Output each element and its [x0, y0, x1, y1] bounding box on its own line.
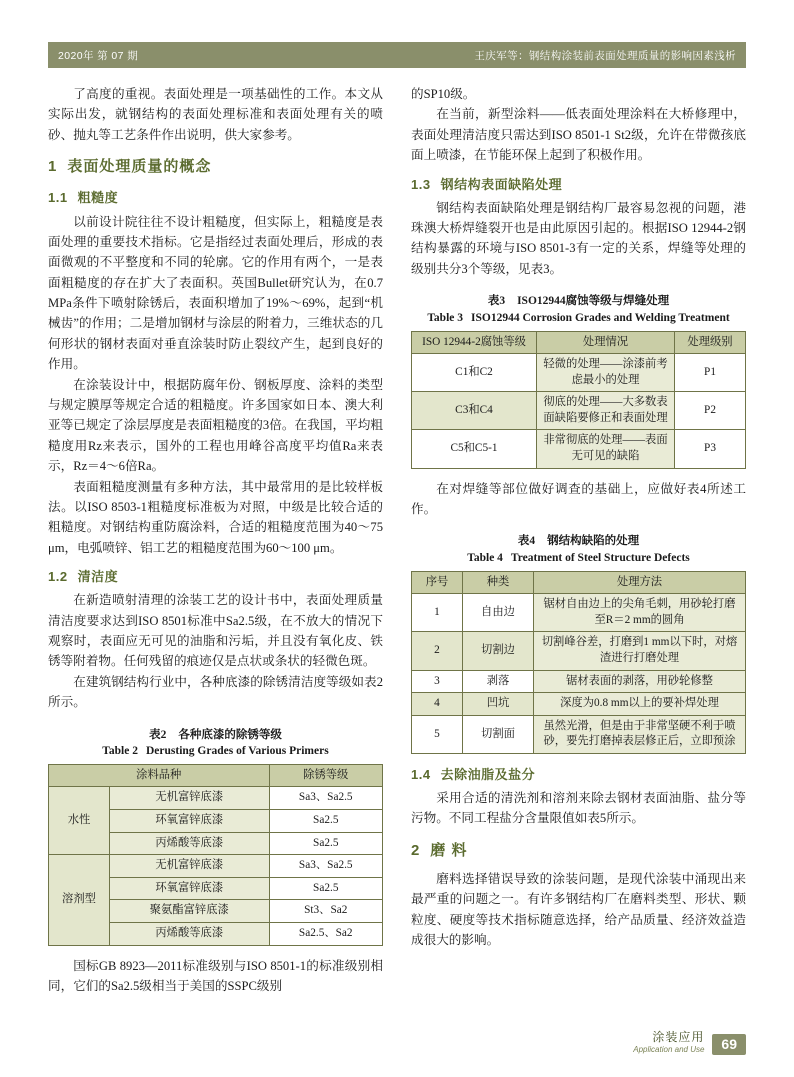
table-4-method: 深度为0.8 mm以上的要补焊处理	[534, 693, 746, 716]
paragraph: 的SP10级。	[411, 87, 476, 101]
table-2-type: 聚氨酯富锌底漆	[110, 900, 270, 923]
table-header-row	[412, 571, 746, 594]
footer-label	[633, 1030, 704, 1055]
subsection-number: 1.4	[411, 766, 431, 782]
left-column	[48, 84, 383, 1014]
subsection-heading-1-3	[411, 174, 746, 195]
table-2-type: 环氧富锌底漆	[110, 877, 270, 900]
table-4-method: 虽然光滑，但是由于非常坚硬不利于喷砂，要先打磨掉表层修正后，立即预涂	[534, 715, 746, 753]
subsection-number: 1.3	[411, 176, 431, 192]
section-number: 1	[48, 158, 58, 176]
table-4-header-0: 序号	[412, 571, 463, 594]
table-2-grade: Sa2.5、Sa2	[269, 922, 382, 945]
paragraph: 了高度的重视。表面处理是一项基础性的工作。本文从实际出发，就钢结构的表面处理标准和表面处理有关的喷砂、抛丸等工艺条件作出说明，供大家参考。	[48, 87, 383, 142]
table-3-level: P3	[675, 430, 746, 468]
table-2-type: 环氧富锌底漆	[110, 810, 270, 833]
paragraph: 磨料选择错误导致的涂装问题，是现代涂装中涌现出来最严重的问题之一。有许多钢结构厂在磨料类型、形状、颗粒度、硬度等技术指标随意选择，给产品质量、经济效益造成很大的影响。	[411, 872, 746, 948]
table-3-desc: 轻微的处理——涂漆前考虑最小的处理	[537, 354, 675, 392]
table-3	[411, 331, 746, 469]
table-2-group-1: 溶剂型	[49, 855, 110, 945]
paragraph: 表面粗糙度测量有多种方法，其中最常用的是比较样板法。以ISO 8503-1粗糙度标准板为对照，中级是比较合适的粗糙度。对钢结构重防腐涂料，合适的粗糙度范围为40～75 μm，电弧喷锌、铝工艺的粗糙度范围为60～100 μm。	[48, 479, 383, 555]
paragraph: 在涂装设计中，根据防腐年份、钢板厚度、涂料的类型与规定膜厚等规定合适的粗糙度。许多国家如日本、澳大利亚等已规定了涂层厚度是表面粗糙度的3倍。在我国，平均粗糙度用Rz来表示，国外的工程也用峰谷高度平均值Ra来表示，Rz＝4～6倍Ra。	[48, 377, 383, 474]
table-3-level: P2	[675, 392, 746, 430]
table-3-label-en: Table 3	[427, 311, 463, 324]
table-2-header-0: 涂料品种	[49, 764, 270, 787]
table-4-no: 5	[412, 715, 463, 753]
paragraph: 以前设计院往往不设计粗糙度，但实际上，粗糙度是表面处理的重要技术指标。它是指经过表面处理后，形成的表面微观的不平整度和不同的轮廓。它的作用有两个，一是表面粗糙度的存在扩大了表面积。英国Bullet研究认为，在0.7 MPa条件下喷射除锈后，表面积增加了19%～69%，起到“机械齿”的作用；二是增加钢材与涂层的附着力，三维状态的几何形状的钢材表面对垂直涂装时防止裂纹产生，起到良好的作用。	[48, 214, 383, 372]
page-footer	[633, 1030, 746, 1055]
paragraph: 在对焊缝等部位做好调查的基础上，应做好表4所述工作。	[411, 481, 746, 516]
paragraph: 在新造喷射清理的涂装工艺的设计书中，表面处理质量清洁度要求达到ISO 8501标准中Sa2.5级，在不放大的情况下观察时，表面应无可见的油脂和污垢，并且没有氧化皮、铁锈等附着物。任何残留的痕迹仅是点状或条状的轻微色斑。	[48, 593, 383, 669]
page-number: 69	[712, 1034, 746, 1055]
table-row	[412, 594, 746, 632]
table-3-caption	[411, 293, 746, 326]
two-column-layout	[48, 84, 746, 1014]
table-row	[412, 392, 746, 430]
section-heading-2	[411, 839, 746, 863]
subsection-title: 清洁度	[77, 569, 119, 585]
table-header-row	[412, 331, 746, 354]
table-4-kind: 剥落	[463, 670, 534, 693]
table-4-block	[411, 533, 746, 754]
section-heading-1	[48, 155, 383, 179]
subsection-number: 1.2	[48, 569, 68, 585]
table-4-label-en: Table 4	[467, 552, 503, 565]
table-3-header-1: 处理情况	[537, 331, 675, 354]
running-head	[48, 42, 746, 68]
table-2-header-1: 除锈等级	[269, 764, 382, 787]
table-3-grade: C3和C4	[412, 392, 537, 430]
table-3-header-0: ISO 12944-2腐蚀等级	[412, 331, 537, 354]
table-2-group-0: 水性	[49, 787, 110, 855]
table-2	[48, 764, 383, 946]
table-4-method: 锯材表面的剥落，用砂轮修整	[534, 670, 746, 693]
table-4-kind: 自由边	[463, 594, 534, 632]
table-3-grade: C5和C5-1	[412, 430, 537, 468]
right-column	[411, 84, 746, 1014]
subsection-number: 1.1	[48, 190, 68, 206]
table-4-method: 切割峰谷差，打磨到1 mm以下时，对熔渣进行打磨处理	[534, 632, 746, 670]
table-2-grade: Sa2.5	[269, 877, 382, 900]
table-row	[49, 855, 383, 878]
table-3-header-2: 处理级别	[675, 331, 746, 354]
subsection-heading-1-2	[48, 566, 383, 587]
table-3-title-en: ISO12944 Corrosion Grades and Welding Treatment	[471, 311, 730, 324]
table-4-kind: 切割面	[463, 715, 534, 753]
table-2-grade: Sa3、Sa2.5	[269, 855, 382, 878]
table-2-type: 丙烯酸等底漆	[110, 832, 270, 855]
table-2-type: 丙烯酸等底漆	[110, 922, 270, 945]
table-4	[411, 571, 746, 754]
paragraph: 在建筑钢结构行业中，各种底漆的除锈清洁度等级如表2所示。	[48, 674, 383, 710]
table-2-label-cn: 表2	[149, 728, 167, 741]
table-row	[49, 787, 383, 810]
table-4-no: 1	[412, 594, 463, 632]
section-title: 磨 料	[430, 841, 468, 859]
table-3-label-cn: 表3	[487, 295, 506, 308]
table-4-header-1: 种类	[463, 571, 534, 594]
paragraph: 钢结构表面缺陷处理是钢结构厂最容易忽视的问题，港珠澳大桥焊缝裂开也是由此原因引起的。根据ISO 12944-2钢结构暴露的环境与ISO 8501-3有一定的关系，焊缝等处理的级别共分3个等级，见表3。	[411, 200, 746, 276]
subsection-title: 去除油脂及盐分	[440, 766, 536, 782]
table-4-kind: 凹坑	[463, 693, 534, 716]
table-3-block	[411, 293, 746, 468]
table-header-row	[49, 764, 383, 787]
table-3-grade: C1和C2	[412, 354, 537, 392]
subsection-heading-1-4	[411, 764, 746, 785]
table-row	[412, 693, 746, 716]
table-2-block	[48, 727, 383, 946]
subsection-heading-1-1	[48, 187, 383, 208]
table-4-caption	[411, 533, 746, 566]
table-2-grade: Sa2.5	[269, 832, 382, 855]
table-4-kind: 切割边	[463, 632, 534, 670]
section-title: 表面处理质量的概念	[67, 158, 212, 176]
table-4-no: 2	[412, 632, 463, 670]
table-4-no: 3	[412, 670, 463, 693]
table-4-header-2: 处理方法	[534, 571, 746, 594]
subsection-title: 粗糙度	[77, 190, 119, 206]
table-row	[412, 632, 746, 670]
running-head-left: 2020年 第 07 期	[58, 49, 139, 62]
table-2-caption	[48, 727, 383, 760]
table-row	[412, 715, 746, 753]
table-2-grade: St3、Sa2	[269, 900, 382, 923]
table-row	[412, 354, 746, 392]
footer-label-en: Application and Use	[633, 1045, 705, 1054]
table-3-level: P1	[675, 354, 746, 392]
table-4-label-cn: 表4	[517, 535, 536, 548]
table-2-grade: Sa2.5	[269, 810, 382, 833]
table-4-title-en: Treatment of Steel Structure Defects	[510, 552, 690, 565]
table-2-label-en: Table 2	[102, 745, 138, 758]
table-4-method: 锯材自由边上的尖角毛刺，用砂轮打磨至R＝2 mm的圆角	[534, 594, 746, 632]
table-2-title-cn: 各种底漆的除锈等级	[178, 728, 282, 741]
table-3-desc: 彻底的处理——大多数表面缺陷要修正和表面处理	[537, 392, 675, 430]
running-head-right: 王庆军等：钢结构涂装前表面处理质量的影响因素浅析	[474, 49, 736, 62]
table-2-title-en: Derusting Grades of Various Primers	[145, 745, 329, 758]
table-2-type: 无机富锌底漆	[110, 855, 270, 878]
table-4-title-cn: 钢结构缺陷的处理	[547, 535, 640, 548]
table-row	[412, 430, 746, 468]
table-3-desc: 非常彻底的处理——表面无可见的缺陷	[537, 430, 675, 468]
subsection-title: 钢结构表面缺陷处理	[440, 176, 563, 192]
section-number: 2	[411, 841, 421, 859]
paragraph: 在当前，新型涂料——低表面处理涂料在大桥修理中，表面处理清洁度只需达到ISO 8501-1 St2级，允许在带微孩底面上喷漆，在节能环保上起到了积极作用。	[411, 107, 746, 163]
table-3-title-cn: ISO12944腐蚀等级与焊缝处理	[517, 295, 670, 308]
table-2-type: 无机富锌底漆	[110, 787, 270, 810]
table-2-grade: Sa3、Sa2.5	[269, 787, 382, 810]
table-4-no: 4	[412, 693, 463, 716]
footer-label-cn: 涂装应用	[652, 1030, 705, 1044]
table-row	[412, 670, 746, 693]
paragraph: 采用合适的清洗剂和溶剂来除去钢材表面油脂、盐分等污物。不同工程盐分含量限值如表5所示。	[411, 790, 746, 826]
paragraph: 国标GB 8923—2011标准级别与ISO 8501-1的标准级别相同，它们的Sa2.5级相当于美国的SSPC级别	[48, 958, 383, 993]
